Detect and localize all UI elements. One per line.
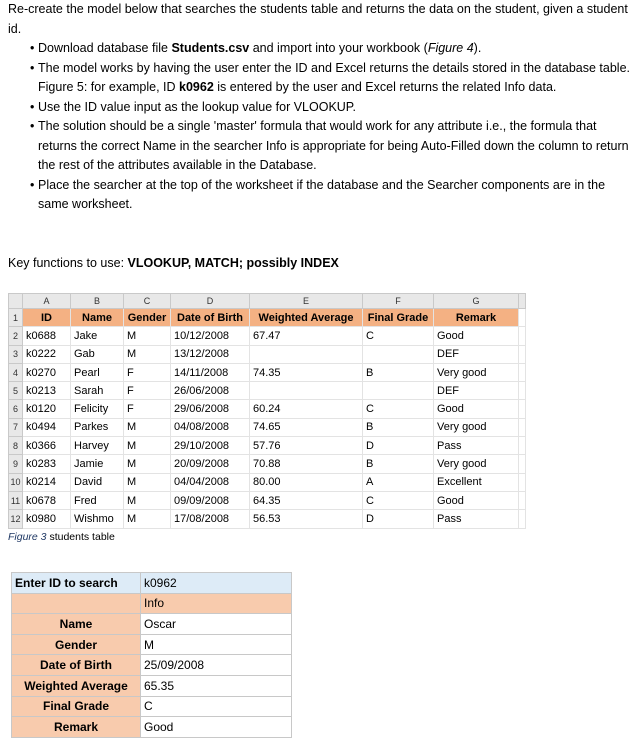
table-cell: 74.65: [250, 418, 363, 436]
table-cell: 64.35: [250, 491, 363, 509]
table-row: [9, 327, 526, 345]
table-row: [9, 455, 526, 473]
table-cell: M: [124, 510, 171, 528]
empty-cell: [519, 491, 526, 509]
table-cell: Very good: [434, 418, 519, 436]
table-cell: 80.00: [250, 473, 363, 491]
table-cell: Very good: [434, 363, 519, 381]
key-functions-label: Key functions to use:: [8, 256, 128, 270]
column-header: Final Grade: [363, 309, 434, 327]
table-cell: Parkes: [71, 418, 124, 436]
table-cell: 04/08/2008: [171, 418, 250, 436]
row-number: 12: [9, 510, 23, 528]
row-number: 10: [9, 473, 23, 491]
instruction-text-mid: and import into your workbook (: [249, 41, 428, 55]
table-cell: 09/09/2008: [171, 491, 250, 509]
table-cell: Good: [434, 491, 519, 509]
instruction-text-post: ).: [473, 41, 482, 55]
column-letter: B: [71, 294, 124, 309]
column-letter: F: [363, 294, 434, 309]
table-row: [9, 363, 526, 381]
table-cell: Very good: [434, 455, 519, 473]
table-row: [9, 345, 526, 363]
bullet-icon: •: [30, 60, 35, 75]
column-header: Date of Birth: [171, 309, 250, 327]
table-cell: Fred: [71, 491, 124, 509]
row-number: 1: [9, 309, 23, 327]
table-cell: Jake: [71, 327, 124, 345]
searcher-field-row: [12, 614, 292, 635]
searcher-block: [11, 572, 292, 738]
table-cell: 29/06/2008: [171, 400, 250, 418]
column-letter-row: [9, 294, 526, 309]
row-number: 9: [9, 455, 23, 473]
empty-cell: [519, 437, 526, 455]
table-cell: M: [124, 437, 171, 455]
empty-cell: [519, 327, 526, 345]
table-cell: k0270: [23, 363, 71, 381]
table-cell: C: [363, 327, 434, 345]
table-cell: [250, 345, 363, 363]
column-header: Weighted Average: [250, 309, 363, 327]
table-cell: Excellent: [434, 473, 519, 491]
table-cell: 10/12/2008: [171, 327, 250, 345]
column-letter: G: [434, 294, 519, 309]
searcher-field-value: C: [141, 696, 292, 717]
instruction-text-pre: The solution should be a single 'master' formula that would work for any attribute i.e., the formula that returns the correct Name in the searcher Info is appropriate for being Auto-Filled down the column to return the rest of the attributes available in the Database.: [38, 119, 629, 172]
table-cell: k0678: [23, 491, 71, 509]
searcher-field-value: 25/09/2008: [141, 655, 292, 676]
instruction-text-pre: The model works by having the user enter the ID and Excel returns the details stored in the database table. Figure 5: for example, ID: [38, 60, 631, 94]
searcher-field-value: M: [141, 634, 292, 655]
table-cell: 60.24: [250, 400, 363, 418]
searcher-field-row: [12, 655, 292, 676]
instruction-item: [8, 117, 636, 176]
instruction-text-pre: Download database file: [38, 41, 172, 55]
table-cell: Jamie: [71, 455, 124, 473]
row-number: 2: [9, 327, 23, 345]
bullet-icon: •: [30, 99, 35, 114]
table-cell: 67.47: [250, 327, 363, 345]
instruction-text-bold: Students.csv: [171, 41, 250, 55]
info-header: Info: [141, 593, 292, 614]
table-cell: Wishmo: [71, 510, 124, 528]
bullet-icon: •: [30, 41, 35, 55]
students-grid: [8, 293, 526, 529]
info-blank-cell: [12, 593, 141, 614]
table-cell: Sarah: [71, 382, 124, 400]
searcher-field-label: Weighted Average: [12, 675, 141, 696]
searcher-field-row: [12, 634, 292, 655]
empty-cell: [519, 510, 526, 528]
table-cell: C: [363, 400, 434, 418]
searcher-field-value: 65.35: [141, 675, 292, 696]
searcher-field-row: [12, 696, 292, 717]
instruction-list: [8, 39, 636, 215]
table-cell: k0214: [23, 473, 71, 491]
empty-cell: [519, 455, 526, 473]
table-row: [9, 491, 526, 509]
column-letter-blank: [519, 294, 526, 309]
searcher-field-row: [12, 675, 292, 696]
column-header: Remark: [434, 309, 519, 327]
table-cell: 20/09/2008: [171, 455, 250, 473]
search-input-row: [12, 573, 292, 594]
empty-cell: [519, 382, 526, 400]
table-cell: B: [363, 455, 434, 473]
searcher-field-label: Date of Birth: [12, 655, 141, 676]
row-number: 6: [9, 400, 23, 418]
table-cell: 13/12/2008: [171, 345, 250, 363]
row-number: 4: [9, 363, 23, 381]
table-cell: B: [363, 363, 434, 381]
select-all-corner: [9, 294, 23, 309]
search-id-input[interactable]: k0962: [141, 573, 292, 594]
table-cell: Pearl: [71, 363, 124, 381]
table-cell: F: [124, 400, 171, 418]
searcher-field-label: Remark: [12, 717, 141, 738]
column-letter: E: [250, 294, 363, 309]
table-cell: M: [124, 345, 171, 363]
table-cell: k0120: [23, 400, 71, 418]
column-header: ID: [23, 309, 71, 327]
column-letter: A: [23, 294, 71, 309]
table-cell: D: [363, 437, 434, 455]
table-cell: 70.88: [250, 455, 363, 473]
table-cell: B: [363, 418, 434, 436]
table-cell: Harvey: [71, 437, 124, 455]
table-row: [9, 437, 526, 455]
instruction-text-pre: Use the ID value input as the lookup value for VLOOKUP.: [38, 99, 357, 114]
table-cell: D: [363, 510, 434, 528]
instruction-text-ital: Figure 4: [427, 41, 474, 55]
table-cell: M: [124, 418, 171, 436]
searcher-field-label: Name: [12, 614, 141, 635]
table-cell: k0688: [23, 327, 71, 345]
table-cell: 17/08/2008: [171, 510, 250, 528]
row-number: 8: [9, 437, 23, 455]
empty-cell: [519, 345, 526, 363]
row-number: 11: [9, 491, 23, 509]
table-cell: 04/04/2008: [171, 473, 250, 491]
table-cell: 74.35: [250, 363, 363, 381]
instructions: [8, 0, 636, 215]
table-cell: David: [71, 473, 124, 491]
table-row: [9, 382, 526, 400]
empty-cell: [519, 418, 526, 436]
table-cell: A: [363, 473, 434, 491]
key-functions-line: [8, 256, 339, 270]
searcher-field-row: [12, 717, 292, 738]
instruction-text-bold: k0962: [179, 80, 214, 94]
figure-3-text: students table: [46, 531, 115, 543]
table-cell: Gab: [71, 345, 124, 363]
row-number: 3: [9, 345, 23, 363]
searcher-field-label: Gender: [12, 634, 141, 655]
empty-cell: [519, 309, 526, 327]
table-cell: DEF: [434, 345, 519, 363]
table-cell: [250, 382, 363, 400]
instruction-item: [8, 39, 636, 59]
table-cell: Felicity: [71, 400, 124, 418]
students-table-screenshot: [8, 293, 532, 525]
table-cell: C: [363, 491, 434, 509]
header-row: [9, 309, 526, 327]
table-cell: [363, 345, 434, 363]
table-cell: M: [124, 455, 171, 473]
table-cell: M: [124, 473, 171, 491]
figure-3-caption: [8, 531, 115, 543]
table-cell: k0494: [23, 418, 71, 436]
searcher-field-label: Final Grade: [12, 696, 141, 717]
table-cell: k0980: [23, 510, 71, 528]
row-number: 5: [9, 382, 23, 400]
instruction-item: [8, 176, 636, 215]
instruction-item: [8, 98, 636, 118]
bullet-icon: •: [30, 177, 35, 192]
empty-cell: [519, 400, 526, 418]
table-cell: 26/06/2008: [171, 382, 250, 400]
table-cell: Good: [434, 400, 519, 418]
intro-paragraph: Re-create the model below that searches the students table and returns the data on the student, given a student id.: [8, 2, 628, 36]
instruction-text-pre: Place the searcher at the top of the worksheet if the database and the Searcher components are in the same worksheet.: [38, 177, 606, 211]
table-cell: k0222: [23, 345, 71, 363]
table-cell: DEF: [434, 382, 519, 400]
table-cell: F: [124, 363, 171, 381]
searcher-field-value: Oscar: [141, 614, 292, 635]
empty-cell: [519, 473, 526, 491]
column-letter: D: [171, 294, 250, 309]
figure-3-label: Figure 3: [8, 531, 47, 543]
table-cell: k0366: [23, 437, 71, 455]
enter-id-label: Enter ID to search: [12, 573, 141, 594]
table-cell: F: [124, 382, 171, 400]
table-cell: Good: [434, 327, 519, 345]
table-cell: 57.76: [250, 437, 363, 455]
column-letter: C: [124, 294, 171, 309]
searcher-field-value: Good: [141, 717, 292, 738]
table-cell: k0283: [23, 455, 71, 473]
instruction-text-mid: is entered by the user and Excel returns the related Info data.: [213, 80, 557, 94]
table-cell: Pass: [434, 510, 519, 528]
instruction-item: [8, 59, 636, 98]
table-cell: [363, 382, 434, 400]
table-cell: 56.53: [250, 510, 363, 528]
table-row: [9, 510, 526, 528]
table-row: [9, 473, 526, 491]
row-number: 7: [9, 418, 23, 436]
table-cell: 29/10/2008: [171, 437, 250, 455]
empty-cell: [519, 363, 526, 381]
column-header: Name: [71, 309, 124, 327]
key-functions-value: VLOOKUP, MATCH; possibly INDEX: [127, 256, 339, 270]
column-header: Gender: [124, 309, 171, 327]
table-cell: 14/11/2008: [171, 363, 250, 381]
info-header-row: [12, 593, 292, 614]
bullet-icon: •: [30, 119, 35, 133]
table-cell: Pass: [434, 437, 519, 455]
table-cell: k0213: [23, 382, 71, 400]
table-cell: M: [124, 491, 171, 509]
table-row: [9, 418, 526, 436]
table-row: [9, 400, 526, 418]
table-cell: M: [124, 327, 171, 345]
